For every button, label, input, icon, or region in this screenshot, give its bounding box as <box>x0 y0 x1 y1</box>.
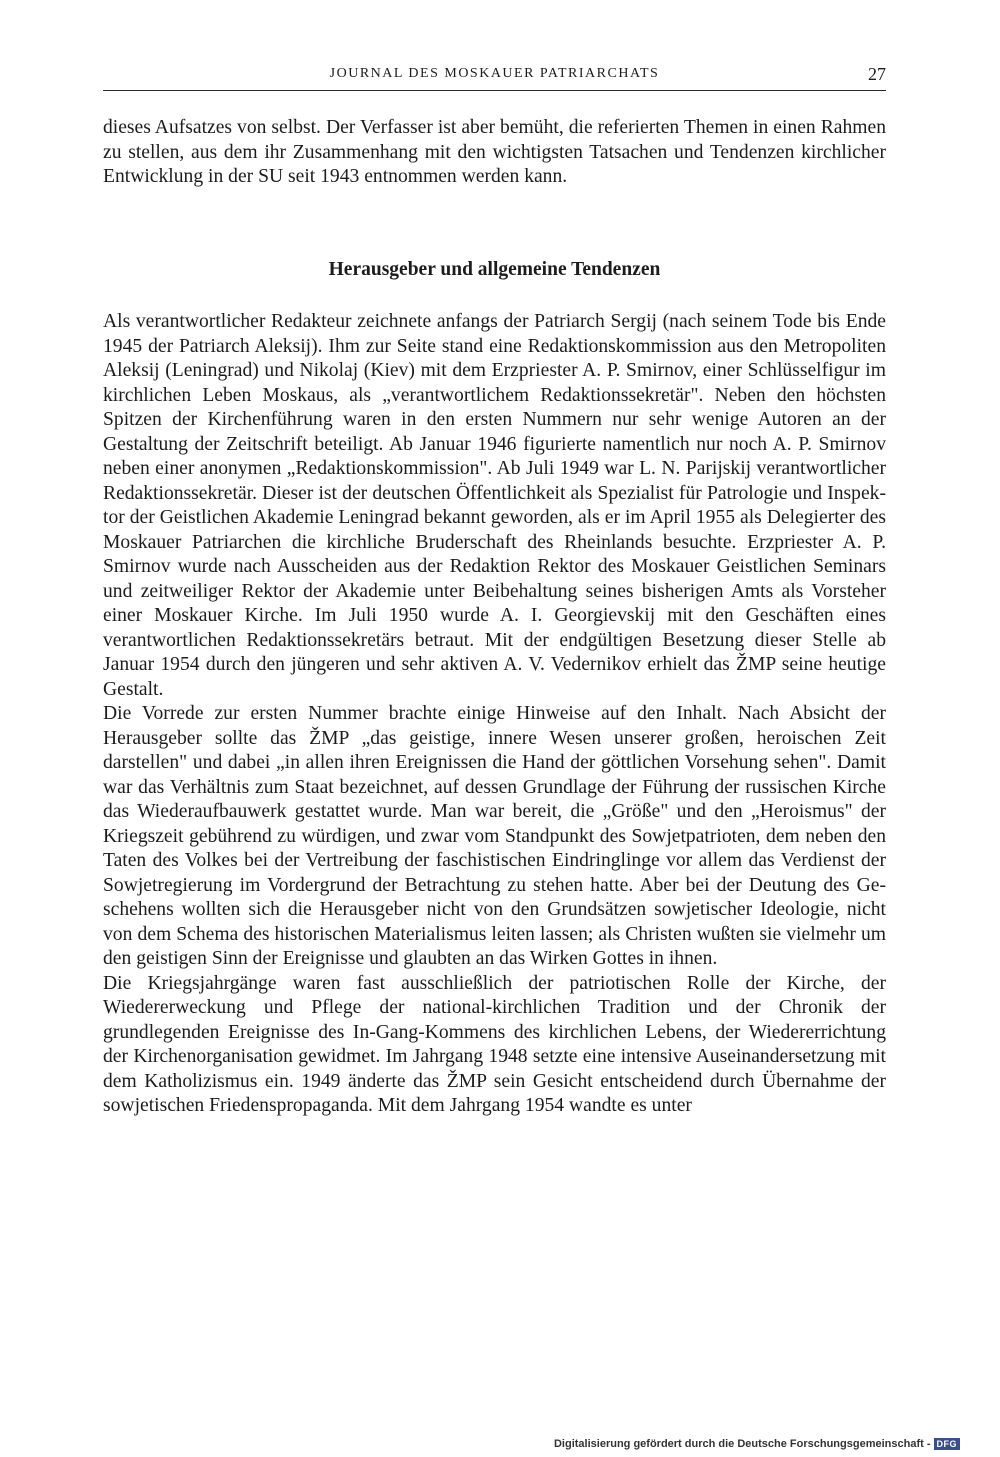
paragraph: Die Kriegsjahrgänge waren fast ausschließlich der patriotischen Rolle der Kirche, der Wiedererweckung und Pflege der national-kirchlichen Tradition und der Chronik der grundlegenden Ereignisse des In-Gang-Kommens des kirchlichen Lebens, der Wiedererrichtung der Kirchenorganisation gewidmet. Im Jahrgang 1948 setzte eine intensive Auseinandersetzung mit dem Katholizismus ein. 1949 änderte das ŽMP sein Gesicht entscheidend durch Übernahme der sowjetischen Friedenspropaganda. Mit dem Jahrgang 1954 wandte es unter <box>103 972 886 1116</box>
dfg-logo-icon: DFG <box>934 1438 961 1450</box>
paragraph: dieses Aufsatzes von selbst. Der Verfasser ist aber bemüht, die referierten Themen in einen Rahmen zu stellen, aus dem ihr Zusammenhang mit den wichtigsten Tatsachen und Tendenzen kirchlicher Entwicklung in der SU seit 1943 entnommen werden kann. <box>103 117 886 187</box>
paragraph: Die Vorrede zur ersten Nummer brachte einige Hinweise auf den Inhalt. Nach Absicht der Herausgeber sollte das ŽMP „das geistige, innere Wesen unserer großen, heroischen Zeit darstellen" und dabei „in allen ihren Ereignissen die Hand der göttlichen Vorsehung sehen". Damit war das Verhältnis zum Staat bezeichnet, auf dessen Grundlage der Führung der russischen Kirche das Wiederaufbauwerk gestattet wurde. Man war bereit, die „Größe" und den „Heroismus" der Kriegszeit gebührend zu würdigen, und zwar vom Standpunkt des Sowjetpatrioten, dem neben den Taten des Volkes bei der Vertreibung der faschistischen Eindringlinge vor allem das Verdienst der Sowjetregierung im Vordergrund der Betrachtung zu stehen hatte. Aber bei der Deutung des Geschehens wollten sich die Herausgeber nicht von den Grundsätzen sowjetischer Ideologie, nicht von dem Schema des historischen Materialismus leiten lassen; als Christen wußten sie vielmehr um den geistigen Sinn der Ereignisse und glaubten an das Wirken Gottes in ihnen. <box>103 703 886 969</box>
section-heading: Herausgeber und allgemeine Tendenzen <box>328 259 661 280</box>
page-number: 27 <box>868 64 886 84</box>
running-header <box>103 64 886 91</box>
text-block-main <box>103 310 886 1119</box>
digitization-credit <box>554 1438 960 1450</box>
credit-text: Digitalisierung gefördert durch die Deutsche Forschungsgemeinschaft - <box>553 1438 931 1450</box>
text-block-top <box>103 116 886 190</box>
paragraph: Als verantwortlicher Redakteur zeichnete anfangs der Patriarch Sergij (nach seinem Tode bis Ende 1945 der Patriarch Aleksij). Ihm zur Seite stand eine Redaktionskommission aus den Metropoliten Aleksij (Leningrad) und Nikolaj (Kiev) mit dem Erzpriester A. P. Smirnov, einer Schlüsselfigur im kirchlichen Leben Moskaus, als „verantwortlichem Redaktionssekretär". Neben den höchsten Spitzen der Kirchenführung waren in den ersten Nummern nur sehr wenige Autoren an der Gestaltung der Zeitschrift beteiligt. Ab Januar 1946 figurierte namentlich nur noch A. P. Smirnov neben einer anonymen „Redaktionskommission". Ab Juli 1949 war L. N. Parijskij verantwortlicher Redaktionssekretär. Dieser ist der deutschen Öffentlichkeit als Spezialist für Patrologie und Inspektor der Geistlichen Akademie Leningrad bekannt geworden, als er im April 1955 als Delegierter des Moskauer Patriarchen die kirchliche Bruderschaft des Rheinlands besuchte. Erzpriester A. P. Smirnov wurde nach Ausscheiden aus der Redaktion Rektor des Moskauer Geistlichen Seminars und zeitweiliger Rektor der Akademie unter Beibehaltung seines bisherigen Amts als Vorsteher einer Moskauer Kirche. Im Juli 1950 wurde A. I. Georgievskij mit den Geschäften eines verantwortlichen Redaktionssekretärs betraut. Mit der endgültigen Besetzung dieser Stelle ab Januar 1954 durch den jüngeren und sehr aktiven A. V. Vedernikov erhielt das ŽMP seine heutige Gestalt. <box>103 311 886 700</box>
running-title: JOURNAL DES MOSKAUER PATRIARCHATS <box>329 66 660 81</box>
